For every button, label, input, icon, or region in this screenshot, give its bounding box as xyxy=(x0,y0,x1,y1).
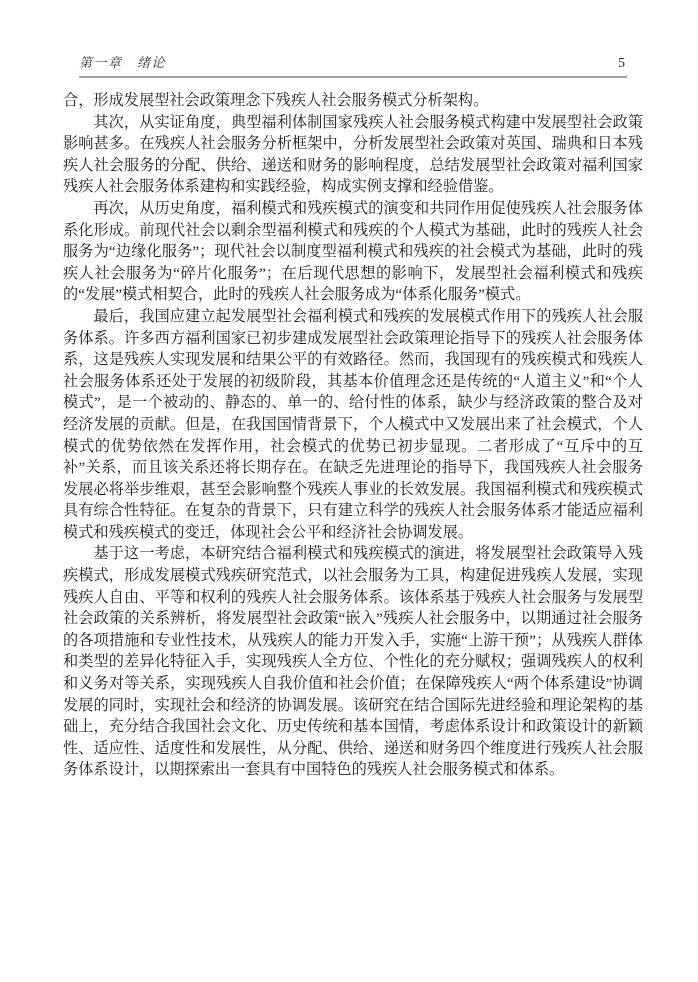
body-paragraph: 基于这一考虑，本研究结合福利模式和残疾模式的演进，将发展型社会政策导入残疾模式，形成发展模式残疾研究范式，以社会服务为工具，构建促进残疾人发展，实现残疾人自由、平等和权利的残疾人社会服务体系。该体系基于残疾人社会服务与发展型社会政策的关系辨析，将发展型社会政策“嵌入”残疾人社会服务中，以期通过社会服务的各项措施和专业性技术，从残疾人的能力开发入手，实施“上游干预”；从残疾人群体和类型的差异化特征入手，实现残疾人全方位、个性化的充分赋权；强调残疾人的权利和义务对等关系，实现残疾人自我价值和社会价值；在保障残疾人“两个体系建设”协调发展的同时，实现社会和经济的协调发展。该研究在结合国际先进经验和理论架构的基础上，充分结合我国社会文化、历史传统和基本国情，考虑体系设计和政策设计的新颖性、适应性、适度性和发展性，从分配、供给、递送和财务四个维度进行残疾人社会服务体系设计，以期探索出一套具有中国特色的残疾人社会服务模式和体系。 xyxy=(63,545,643,779)
body-paragraph: 合，形成发展型社会政策理念下残疾人社会服务模式分析架构。 xyxy=(63,92,489,109)
body-paragraph: 再次，从历史角度，福利模式和残疾模式的演变和共同作用促使残疾人社会服务体系化形成。前现代社会以剩余型福利模式和残疾的个人模式为基础，此时的残疾人社会服务为“边缘化服务”；现代社会以制度型福利模式和残疾的社会模式为基础，此时的残疾人社会服务为“碎片化服务”；在后现代思想的影响下，发展型社会福利模式和残疾的“发展”模式相契合，此时的残疾人社会服务成为“体系化服务”模式。 xyxy=(63,199,643,304)
body-paragraph: 最后，我国应建立起发展型社会福利模式和残疾的发展模式作用下的残疾人社会服务体系。许多西方福利国家已初步建成发展型社会政策理论指导下的残疾人社会服务体系，这是残疾人实现发展和结果公平的有效路径。然而，我国现有的残疾模式和残疾人社会服务体系还处于发展的初级阶段，其基本价值理念还是传统的“人道主义”和“个人模式”，是一个被动的、静态的、单一的、给付性的体系，缺少与经济政策的整合及对经济发展的贡献。但是，在我国国情背景下，个人模式中又发展出来了社会模式，个人模式的优势依然在发挥作用，社会模式的优势已初步显现。二者形成了“互斥中的互补”关系，而且该关系还将长期存在。在缺乏先进理论的指导下，我国残疾人社会服务发展必将举步维艰，甚至会影响整个残疾人事业的长效发展。我国福利模式和残疾模式具有综合性特征。在复杂的背景下，只有建立科学的残疾人社会服务体系才能适应福利模式和残疾模式的变迁，体现社会公平和经济社会协调发展。 xyxy=(63,307,643,541)
running-head-chapter-title: 第一章 绪论 xyxy=(79,55,167,70)
body-paragraph: 其次，从实证角度，典型福利体制国家残疾人社会服务模式构建中发展型社会政策影响甚多。在残疾人社会服务分析框架中，分析发展型社会政策对英国、瑞典和日本残疾人社会服务的分配、供给、递送和财务的影响程度，总结发展型社会政策对福利国家残疾人社会服务体系建构和实践经验，构成实例支撑和经验借鉴。 xyxy=(63,113,643,196)
page-number: 5 xyxy=(618,55,625,70)
body-text-block xyxy=(63,90,643,781)
running-header xyxy=(79,52,627,78)
